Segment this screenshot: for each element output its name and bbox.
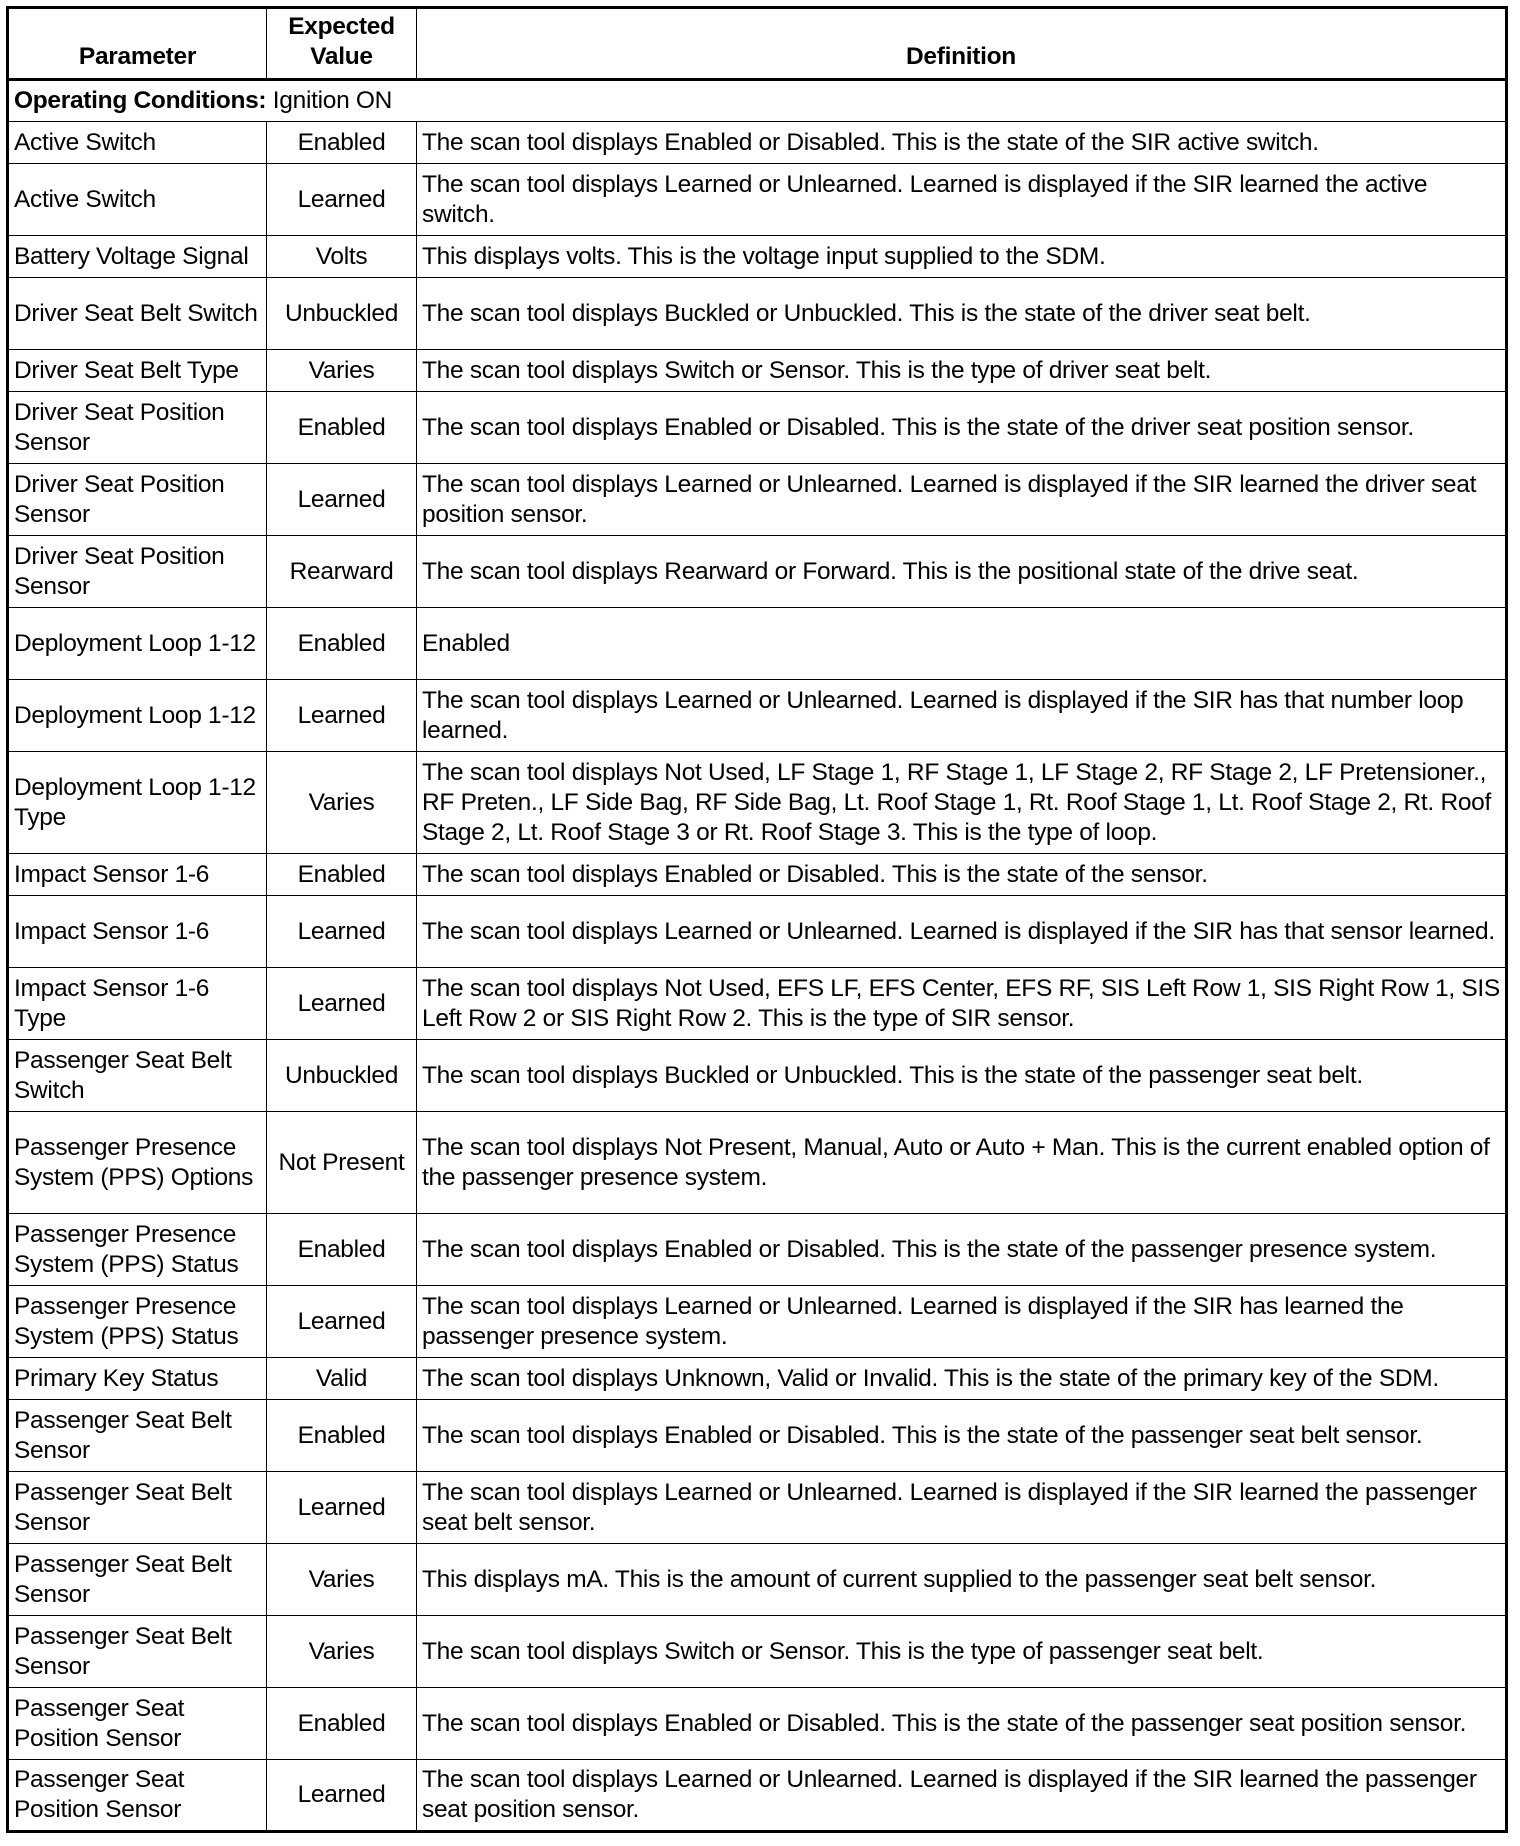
definition-cell: The scan tool displays Not Present, Manual, Auto or Auto + Man. This is the current enabled option of the passenger presence system. [417, 1112, 1507, 1214]
table-row [8, 536, 1507, 608]
parameter-cell: Deployment Loop 1-12 [8, 608, 267, 680]
table-row [8, 278, 1507, 350]
definition-cell: The scan tool displays Enabled or Disabled. This is the state of the SIR active switch. [417, 122, 1507, 164]
parameter-cell: Passenger Presence System (PPS) Status [8, 1286, 267, 1358]
expected-value-cell: Enabled [267, 1214, 417, 1286]
expected-value-cell: Learned [267, 464, 417, 536]
table-row [8, 392, 1507, 464]
header-parameter: Parameter [8, 8, 267, 80]
parameter-cell: Active Switch [8, 122, 267, 164]
parameter-cell: Driver Seat Position Sensor [8, 536, 267, 608]
operating-conditions-cell [8, 80, 1507, 122]
definition-cell: The scan tool displays Enabled or Disabled. This is the state of the passenger seat belt sensor. [417, 1400, 1507, 1472]
definition-cell: The scan tool displays Learned or Unlearned. Learned is displayed if the SIR has that sensor learned. [417, 896, 1507, 968]
definition-cell: The scan tool displays Buckled or Unbuckled. This is the state of the driver seat belt. [417, 278, 1507, 350]
parameter-cell: Primary Key Status [8, 1358, 267, 1400]
expected-value-cell: Learned [267, 164, 417, 236]
expected-value-cell: Enabled [267, 1400, 417, 1472]
parameter-cell: Impact Sensor 1-6 [8, 854, 267, 896]
definition-cell: The scan tool displays Enabled or Disabled. This is the state of the passenger seat position sensor. [417, 1688, 1507, 1760]
table-row [8, 1286, 1507, 1358]
table-row [8, 122, 1507, 164]
parameter-cell: Passenger Seat Belt Sensor [8, 1400, 267, 1472]
definition-cell: The scan tool displays Learned or Unlearned. Learned is displayed if the SIR learned the passenger seat belt sensor. [417, 1472, 1507, 1544]
parameter-cell: Driver Seat Position Sensor [8, 392, 267, 464]
expected-value-cell: Enabled [267, 392, 417, 464]
expected-value-cell: Learned [267, 680, 417, 752]
definition-cell: This displays mA. This is the amount of current supplied to the passenger seat belt sensor. [417, 1544, 1507, 1616]
parameter-cell: Passenger Seat Belt Sensor [8, 1472, 267, 1544]
table-row [8, 1214, 1507, 1286]
expected-value-cell: Varies [267, 752, 417, 854]
parameter-cell: Deployment Loop 1-12 Type [8, 752, 267, 854]
parameter-cell: Passenger Seat Belt Switch [8, 1040, 267, 1112]
table-row [8, 1112, 1507, 1214]
expected-value-cell: Unbuckled [267, 1040, 417, 1112]
expected-value-cell: Enabled [267, 608, 417, 680]
table-row [8, 1544, 1507, 1616]
parameter-cell: Deployment Loop 1-12 [8, 680, 267, 752]
definition-cell: The scan tool displays Not Used, EFS LF, EFS Center, EFS RF, SIS Left Row 1, SIS Right Row 1, SIS Left Row 2 or SIS Right Row 2. This is the type of SIR sensor. [417, 968, 1507, 1040]
expected-value-cell: Volts [267, 236, 417, 278]
parameter-cell: Active Switch [8, 164, 267, 236]
parameter-cell: Driver Seat Belt Switch [8, 278, 267, 350]
table-row [8, 464, 1507, 536]
definition-cell: This displays volts. This is the voltage input supplied to the SDM. [417, 236, 1507, 278]
table-row [8, 164, 1507, 236]
table-row [8, 1358, 1507, 1400]
definition-cell: The scan tool displays Buckled or Unbuckled. This is the state of the passenger seat belt. [417, 1040, 1507, 1112]
header-row [8, 8, 1507, 80]
expected-value-cell: Unbuckled [267, 278, 417, 350]
expected-value-cell: Enabled [267, 854, 417, 896]
parameter-cell: Passenger Seat Belt Sensor [8, 1544, 267, 1616]
parameter-cell: Driver Seat Belt Type [8, 350, 267, 392]
definition-cell: The scan tool displays Enabled or Disabled. This is the state of the driver seat position sensor. [417, 392, 1507, 464]
definition-cell: The scan tool displays Enabled or Disabled. This is the state of the passenger presence system. [417, 1214, 1507, 1286]
scan-tool-data-table [6, 6, 1508, 1833]
table-row [8, 1400, 1507, 1472]
parameter-cell: Impact Sensor 1-6 [8, 896, 267, 968]
parameter-cell: Impact Sensor 1-6 Type [8, 968, 267, 1040]
definition-cell: The scan tool displays Switch or Sensor. This is the type of driver seat belt. [417, 350, 1507, 392]
table-row [8, 1040, 1507, 1112]
definition-cell: The scan tool displays Rearward or Forward. This is the positional state of the drive seat. [417, 536, 1507, 608]
expected-value-cell: Varies [267, 350, 417, 392]
expected-value-cell: Learned [267, 968, 417, 1040]
expected-value-cell: Enabled [267, 1688, 417, 1760]
table-row [8, 854, 1507, 896]
definition-cell: The scan tool displays Unknown, Valid or Invalid. This is the state of the primary key of the SDM. [417, 1358, 1507, 1400]
expected-value-cell: Valid [267, 1358, 417, 1400]
header-definition: Definition [417, 8, 1507, 80]
table-row [8, 608, 1507, 680]
expected-value-cell: Varies [267, 1616, 417, 1688]
header-expected-value: Expected Value [267, 8, 417, 80]
operating-conditions-row [8, 80, 1507, 122]
table-row [8, 680, 1507, 752]
expected-value-cell: Enabled [267, 122, 417, 164]
definition-cell: The scan tool displays Learned or Unlearned. Learned is displayed if the SIR learned the passenger seat position sensor. [417, 1760, 1507, 1832]
definition-cell: The scan tool displays Learned or Unlearned. Learned is displayed if the SIR learned the driver seat position sensor. [417, 464, 1507, 536]
parameter-cell: Passenger Seat Position Sensor [8, 1760, 267, 1832]
expected-value-cell: Learned [267, 896, 417, 968]
table-row [8, 896, 1507, 968]
expected-value-cell: Learned [267, 1760, 417, 1832]
table-row [8, 752, 1507, 854]
definition-cell: The scan tool displays Learned or Unlearned. Learned is displayed if the SIR learned the active switch. [417, 164, 1507, 236]
expected-value-cell: Not Present [267, 1112, 417, 1214]
parameter-cell: Passenger Seat Belt Sensor [8, 1616, 267, 1688]
definition-cell: The scan tool displays Learned or Unlearned. Learned is displayed if the SIR has that number loop learned. [417, 680, 1507, 752]
parameter-cell: Driver Seat Position Sensor [8, 464, 267, 536]
parameter-cell: Passenger Presence System (PPS) Options [8, 1112, 267, 1214]
expected-value-cell: Learned [267, 1286, 417, 1358]
parameter-cell: Battery Voltage Signal [8, 236, 267, 278]
parameter-cell: Passenger Presence System (PPS) Status [8, 1214, 267, 1286]
table-row [8, 1616, 1507, 1688]
table-row [8, 1472, 1507, 1544]
definition-cell: The scan tool displays Enabled or Disabled. This is the state of the sensor. [417, 854, 1507, 896]
expected-value-cell: Varies [267, 1544, 417, 1616]
definition-cell: The scan tool displays Switch or Sensor. This is the type of passenger seat belt. [417, 1616, 1507, 1688]
definition-cell: The scan tool displays Not Used, LF Stage 1, RF Stage 1, LF Stage 2, RF Stage 2, LF Pretensioner., RF Preten., LF Side Bag, RF Side Bag, Lt. Roof Stage 1, Rt. Roof Stage 1, Lt. Roof Stage 2, Rt. Roof Stage 2, Lt. Roof Stage 3 or Rt. Roof Stage 3. This is the type of loop. [417, 752, 1507, 854]
table-row [8, 968, 1507, 1040]
table-row [8, 1688, 1507, 1760]
definition-cell: Enabled [417, 608, 1507, 680]
operating-conditions-value: Ignition ON [266, 87, 393, 114]
operating-conditions-label: Operating Conditions: [14, 87, 267, 114]
expected-value-cell: Rearward [267, 536, 417, 608]
expected-value-cell: Learned [267, 1472, 417, 1544]
table-row [8, 236, 1507, 278]
table-row [8, 1760, 1507, 1832]
table-row [8, 350, 1507, 392]
parameter-cell: Passenger Seat Position Sensor [8, 1688, 267, 1760]
definition-cell: The scan tool displays Learned or Unlearned. Learned is displayed if the SIR has learned the passenger presence system. [417, 1286, 1507, 1358]
